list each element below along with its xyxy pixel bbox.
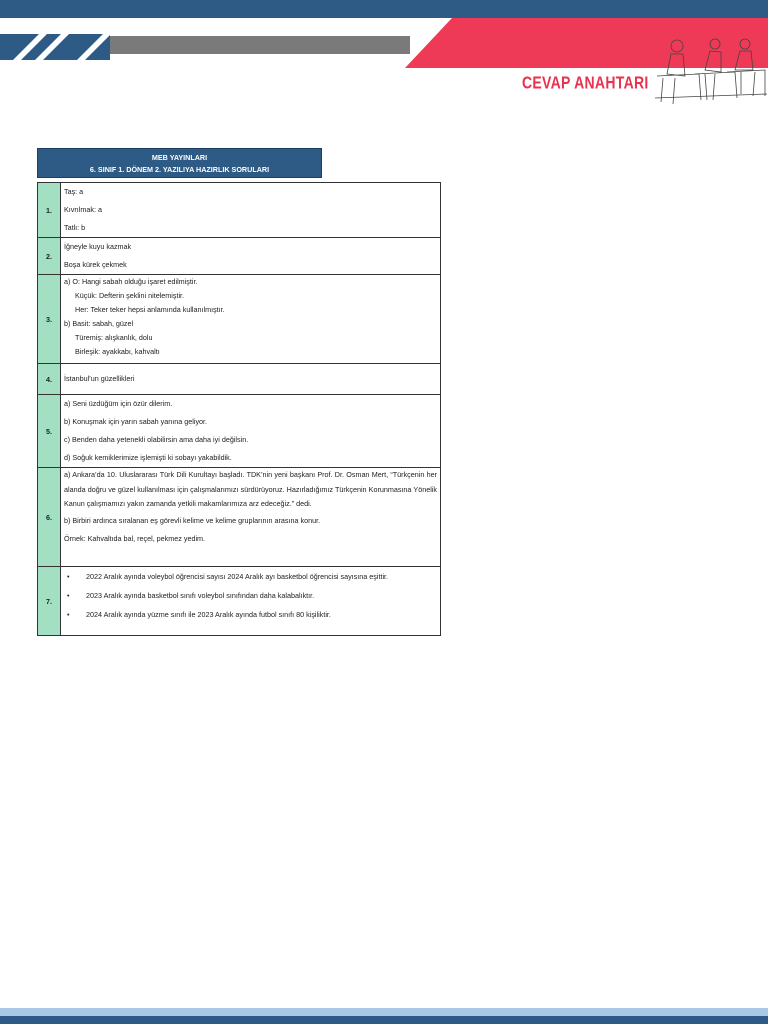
answer-line: a) Seni üzdüğüm için özür dilerim. bbox=[64, 399, 173, 408]
answer-cell bbox=[61, 395, 441, 468]
table-row bbox=[38, 238, 441, 275]
table-row bbox=[38, 275, 441, 364]
answer-cell bbox=[61, 275, 441, 364]
page-title: CEVAP ANAHTARI bbox=[522, 72, 649, 92]
answer-line: Küçük: Defterin şeklini nitelemiştir. bbox=[75, 291, 185, 300]
answer-number: 6. bbox=[38, 468, 61, 567]
answer-line: Taş: a bbox=[64, 187, 84, 196]
answer-cell bbox=[61, 238, 441, 275]
list-item: • 2023 Aralık ayında basketbol sınıfı voleybol sınıfından daha kalabalıktır. bbox=[64, 588, 437, 603]
footer-dark-bar bbox=[0, 1016, 768, 1024]
table-header-subtitle: 6. SINIF 1. DÖNEM 2. YAZILIYA HAZIRLIK SORULARI bbox=[89, 165, 270, 174]
answer-number: 1. bbox=[38, 183, 61, 238]
answer-line: İstanbul’un güzellikleri bbox=[64, 374, 135, 383]
students-sketch-icon bbox=[655, 34, 767, 106]
answer-number: 3. bbox=[38, 275, 61, 364]
answer-bullet-list bbox=[64, 569, 437, 622]
answer-line: Kıvrılmak: a bbox=[64, 205, 102, 214]
answer-line: b) Birbiri ardınca sıralanan eş görevli kelime ve kelime gruplarının arasına konur. bbox=[64, 515, 321, 525]
table-row bbox=[38, 567, 441, 636]
answer-line: b) Konuşmak için yarın sabah yanına geliyor. bbox=[64, 417, 208, 426]
bullet-icon: • bbox=[67, 591, 70, 600]
answer-line: a) O: Hangi sabah olduğu işaret edilmiştir. bbox=[64, 277, 198, 286]
footer-light-bar bbox=[0, 1008, 768, 1016]
answer-table bbox=[37, 182, 441, 636]
table-row bbox=[38, 183, 441, 238]
answer-line: Birleşik: ayakkabı, kahvaltı bbox=[75, 347, 160, 356]
answer-line: Her: Teker teker hepsi anlamında kullanılmıştır. bbox=[75, 305, 225, 314]
answer-line: Türemiş: alışkanlık, dolu bbox=[75, 333, 153, 342]
answer-line: Boşa kürek çekmek bbox=[64, 260, 127, 269]
answer-line: b) Basit: sabah, güzel bbox=[64, 319, 134, 328]
table-row bbox=[38, 364, 441, 395]
answer-number: 2. bbox=[38, 238, 61, 275]
answer-number: 7. bbox=[38, 567, 61, 636]
header-gray-bar bbox=[100, 36, 410, 54]
answer-number: 5. bbox=[38, 395, 61, 468]
answer-number: 4. bbox=[38, 364, 61, 395]
answer-line: İğneyle kuyu kazmak bbox=[64, 242, 132, 251]
answer-cell bbox=[61, 567, 441, 636]
bullet-icon: • bbox=[67, 610, 70, 619]
answer-line: d) Soğuk kemiklerimize işlemişti ki sobayı yakabildik. bbox=[64, 453, 232, 462]
table-row bbox=[38, 395, 441, 468]
table-header bbox=[37, 148, 322, 178]
answer-line: Örnek: Kahvaltıda bal, reçel, pekmez yedim. bbox=[64, 533, 206, 543]
answer-cell bbox=[61, 183, 441, 238]
bullet-icon: • bbox=[67, 572, 70, 581]
answer-cell bbox=[61, 468, 441, 567]
table-header-publisher: MEB YAYINLARI bbox=[151, 153, 208, 162]
list-item: • 2022 Aralık ayında voleybol öğrencisi sayısı 2024 Aralık ayı basketbol öğrencisi sayısına eşittir. bbox=[64, 569, 437, 584]
answer-line: Tatlı: b bbox=[64, 223, 86, 232]
list-item: • 2024 Aralık ayında yüzme sınıfı ile 2023 Aralık ayında futbol sınıfı 80 kişiliktir. bbox=[64, 607, 437, 622]
table-row bbox=[38, 468, 441, 567]
answer-line: c) Benden daha yetenekli olabilirsin ama daha iyi değilsin. bbox=[64, 435, 249, 444]
answer-cell bbox=[61, 364, 441, 395]
header-top-bar bbox=[0, 0, 768, 18]
answer-paragraph: a) Ankara’da 10. Uluslararası Türk Dili Kurultayı başladı. TDK’nin yeni başkanı Prof. Dr. Osman Mert, “Türkçenin her alanda doğru ve güzel kullanılması için çalışmalarımızı sürdürüyoruz. Hazırladığımız Türkçenin Korunmasına Yönelik Kanun çalışmamızı yakın zamanda yetkili makamlarımıza arz edeceğiz.” dedi. bbox=[64, 470, 437, 508]
